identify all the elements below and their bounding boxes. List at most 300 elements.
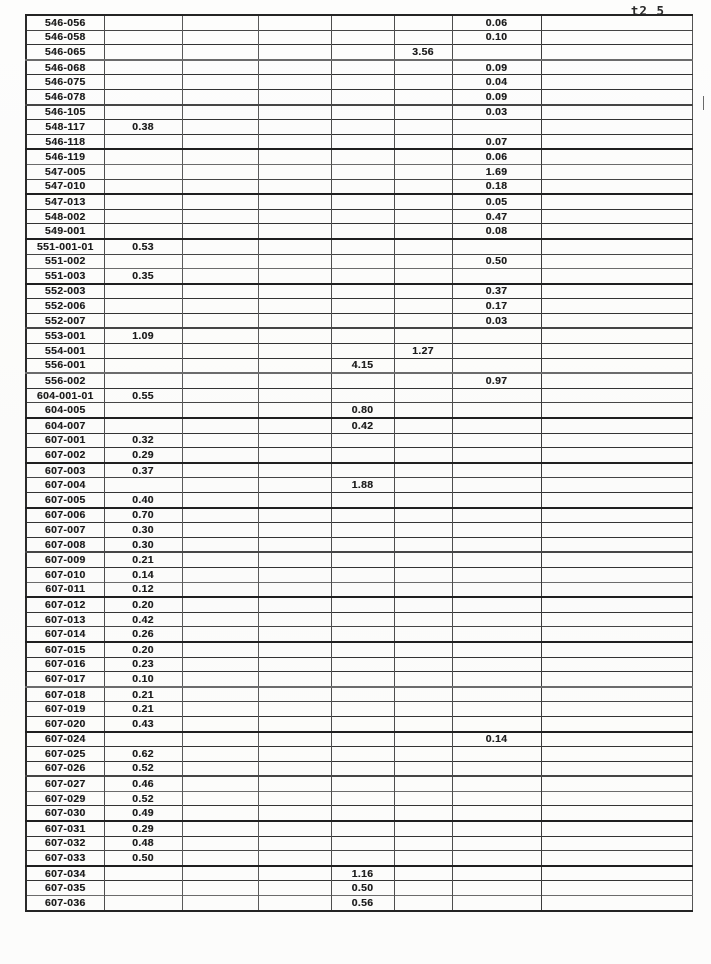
cell-sample-id: 607-032 [26,836,104,851]
cell-value [182,313,258,328]
cell-value [182,761,258,776]
cell-value [452,642,541,657]
table-row [26,537,692,552]
cell-value [394,493,452,508]
cell-value [452,463,541,478]
cell-value [182,149,258,164]
cell-value [541,747,692,762]
cell-value [394,149,452,164]
cell-sample-id: 552-007 [26,313,104,328]
cell-value [394,328,452,343]
cell-value [104,866,182,881]
cell-value [541,552,692,567]
cell-value [182,567,258,582]
cell-value [331,239,394,254]
cell-value: 0.05 [452,194,541,209]
cell-value [182,702,258,717]
cell-value [452,358,541,373]
cell-value [541,30,692,45]
table-row [26,716,692,731]
cell-value [104,60,182,75]
table-row [26,403,692,418]
cell-value [104,164,182,179]
cell-value: 0.21 [104,702,182,717]
cell-value [394,239,452,254]
cell-value [258,418,331,433]
cell-value [394,418,452,433]
cell-value [182,463,258,478]
cell-value [258,463,331,478]
cell-value [394,836,452,851]
cell-value [394,523,452,538]
cell-value [258,552,331,567]
cell-value [394,299,452,314]
cell-value [331,806,394,821]
cell-sample-id: 607-006 [26,508,104,523]
cell-value [104,313,182,328]
cell-value: 4.15 [331,358,394,373]
cell-value [394,164,452,179]
cell-value [394,403,452,418]
cell-value [258,836,331,851]
table-row [26,523,692,538]
cell-sample-id: 607-012 [26,597,104,612]
cell-value [182,582,258,597]
cell-value [452,537,541,552]
cell-sample-id: 607-020 [26,716,104,731]
cell-value [331,30,394,45]
cell-value [182,164,258,179]
cell-value [541,149,692,164]
cell-value [331,313,394,328]
cell-sample-id: 607-002 [26,448,104,463]
cell-sample-id: 607-018 [26,687,104,702]
cell-value: 0.03 [452,313,541,328]
cell-sample-id: 546-068 [26,60,104,75]
cell-value [182,373,258,388]
cell-value [331,60,394,75]
cell-value: 0.37 [104,463,182,478]
cell-value [258,687,331,702]
table-row [26,776,692,791]
cell-value [331,344,394,359]
table-row [26,373,692,388]
cell-value: 0.09 [452,89,541,104]
cell-value [394,612,452,627]
cell-value [258,269,331,284]
cell-value [452,344,541,359]
cell-value: 0.06 [452,15,541,30]
cell-value [452,776,541,791]
cell-value [452,120,541,135]
cell-value [394,194,452,209]
cell-value: 0.04 [452,75,541,90]
table-row [26,612,692,627]
cell-value [258,30,331,45]
cell-value [394,627,452,642]
cell-sample-id: 548-117 [26,120,104,135]
cell-value [541,732,692,747]
cell-value [394,761,452,776]
cell-value [182,105,258,120]
cell-value [541,269,692,284]
cell-sample-id: 551-003 [26,269,104,284]
cell-value [182,15,258,30]
table-row [26,552,692,567]
cell-value [258,523,331,538]
cell-value [394,508,452,523]
cell-sample-id: 547-005 [26,164,104,179]
table-row [26,328,692,343]
cell-value [258,433,331,448]
cell-sample-id: 607-034 [26,866,104,881]
cell-value [331,448,394,463]
cell-value [541,284,692,299]
cell-value: 0.12 [104,582,182,597]
cell-value [331,508,394,523]
cell-value [258,224,331,239]
cell-value [331,120,394,135]
cell-sample-id: 553-001 [26,328,104,343]
cell-sample-id: 607-019 [26,702,104,717]
cell-value [331,45,394,60]
cell-value [258,134,331,149]
cell-value [541,866,692,881]
cell-value [182,478,258,493]
cell-value [258,478,331,493]
cell-value [541,597,692,612]
cell-sample-id: 548-002 [26,209,104,224]
cell-sample-id: 547-010 [26,179,104,194]
cell-value: 0.43 [104,716,182,731]
cell-value [258,105,331,120]
table-row [26,344,692,359]
cell-value [258,896,331,911]
cell-value [258,373,331,388]
cell-value [104,344,182,359]
cell-value [452,567,541,582]
cell-value [104,418,182,433]
cell-sample-id: 604-005 [26,403,104,418]
cell-value [182,642,258,657]
cell-value: 0.70 [104,508,182,523]
cell-value [541,448,692,463]
cell-value [182,194,258,209]
cell-value [182,537,258,552]
cell-value [452,523,541,538]
cell-value [541,537,692,552]
cell-value [541,105,692,120]
cell-value [182,493,258,508]
table-row [26,761,692,776]
cell-value [182,418,258,433]
cell-value [394,15,452,30]
cell-value [541,463,692,478]
cell-value: 0.21 [104,552,182,567]
cell-value [541,373,692,388]
cell-value [541,194,692,209]
cell-value [182,747,258,762]
cell-value: 0.56 [331,896,394,911]
cell-value [258,403,331,418]
cell-value: 0.20 [104,597,182,612]
cell-value [258,358,331,373]
cell-value [258,299,331,314]
cell-value [104,284,182,299]
cell-value [394,537,452,552]
cell-value: 0.14 [452,732,541,747]
cell-value: 0.17 [452,299,541,314]
cell-value [452,627,541,642]
cell-value: 0.07 [452,134,541,149]
cell-value [452,552,541,567]
cell-value [104,881,182,896]
cell-value [331,164,394,179]
cell-value [258,15,331,30]
table-row [26,388,692,403]
cell-value [541,657,692,672]
table-row [26,75,692,90]
cell-sample-id: 607-027 [26,776,104,791]
cell-value [104,105,182,120]
cell-value [258,776,331,791]
cell-sample-id: 607-007 [26,523,104,538]
cell-sample-id: 607-036 [26,896,104,911]
cell-value [182,284,258,299]
cell-value [258,851,331,866]
cell-value [541,642,692,657]
cell-value [182,254,258,269]
cell-value [541,702,692,717]
table-row [26,493,692,508]
cell-value [541,60,692,75]
cell-value [182,687,258,702]
cell-sample-id: 607-014 [26,627,104,642]
table-row [26,702,692,717]
table-row [26,89,692,104]
cell-value [182,224,258,239]
cell-value [394,388,452,403]
cell-value [258,209,331,224]
cell-value [182,806,258,821]
table-row [26,463,692,478]
cell-sample-id: 604-001-01 [26,388,104,403]
cell-value [394,60,452,75]
cell-value: 0.49 [104,806,182,821]
cell-value [182,866,258,881]
cell-value [394,851,452,866]
cell-value [258,313,331,328]
cell-sample-id: 546-118 [26,134,104,149]
cell-value [331,299,394,314]
cell-value [182,552,258,567]
cell-sample-id: 552-006 [26,299,104,314]
cell-value [258,448,331,463]
cell-value [104,15,182,30]
cell-value [258,821,331,836]
cell-value [331,493,394,508]
cell-value [331,761,394,776]
cell-value [258,657,331,672]
cell-value [394,776,452,791]
cell-value [452,478,541,493]
cell-value [541,627,692,642]
cell-value [331,89,394,104]
cell-value [452,806,541,821]
cell-value [541,821,692,836]
cell-value [182,344,258,359]
cell-sample-id: 607-033 [26,851,104,866]
cell-value [452,612,541,627]
cell-value [394,881,452,896]
cell-value: 0.21 [104,687,182,702]
table-row [26,821,692,836]
cell-value [452,687,541,702]
cell-value [394,657,452,672]
cell-value [452,672,541,687]
cell-value [394,791,452,806]
cell-value [394,254,452,269]
cell-value [331,254,394,269]
cell-value [541,493,692,508]
cell-value [258,866,331,881]
cell-value [394,224,452,239]
cell-sample-id: 607-010 [26,567,104,582]
cell-sample-id: 607-001 [26,433,104,448]
cell-value [394,448,452,463]
cell-value: 0.18 [452,179,541,194]
cell-value [331,269,394,284]
cell-value [541,164,692,179]
cell-value [394,702,452,717]
cell-value [104,209,182,224]
cell-value [331,209,394,224]
cell-value [394,313,452,328]
cell-value [394,582,452,597]
cell-value [394,105,452,120]
cell-value [258,508,331,523]
cell-value [182,388,258,403]
cell-value [541,806,692,821]
cell-value [182,791,258,806]
cell-value [182,299,258,314]
cell-value [182,30,258,45]
cell-sample-id: 607-013 [26,612,104,627]
table-row [26,881,692,896]
cell-value [104,179,182,194]
cell-value [104,89,182,104]
cell-value: 0.50 [104,851,182,866]
cell-value [182,403,258,418]
cell-value [331,732,394,747]
cell-value [541,761,692,776]
cell-value [104,896,182,911]
table-row [26,45,692,60]
cell-value [331,537,394,552]
table-row [26,105,692,120]
cell-value [258,254,331,269]
cell-sample-id: 607-030 [26,806,104,821]
cell-value: 0.06 [452,149,541,164]
cell-value [258,612,331,627]
cell-value: 0.23 [104,657,182,672]
cell-value [394,567,452,582]
cell-value [258,60,331,75]
cell-sample-id: 607-024 [26,732,104,747]
table-row [26,866,692,881]
cell-value [541,358,692,373]
cell-value [452,582,541,597]
cell-value [182,433,258,448]
cell-value [541,224,692,239]
cell-value [541,582,692,597]
table-row [26,149,692,164]
cell-value [452,821,541,836]
cell-value [541,344,692,359]
cell-value [331,672,394,687]
cell-value [452,508,541,523]
table-row [26,254,692,269]
cell-value [541,716,692,731]
table-row [26,478,692,493]
cell-value [541,134,692,149]
cell-value [104,358,182,373]
cell-value [182,776,258,791]
cell-value: 1.16 [331,866,394,881]
cell-value [104,75,182,90]
cell-value [182,209,258,224]
cell-value [182,896,258,911]
cell-value: 0.52 [104,761,182,776]
cell-value [452,448,541,463]
cell-value: 0.50 [331,881,394,896]
cell-value [331,791,394,806]
cell-value [331,552,394,567]
cell-value [331,836,394,851]
cell-value [182,821,258,836]
cell-value [331,388,394,403]
cell-value: 0.47 [452,209,541,224]
cell-value [258,747,331,762]
cell-value [104,45,182,60]
cell-value [182,179,258,194]
cell-value [394,732,452,747]
table-row [26,239,692,254]
cell-value [182,448,258,463]
table-body [26,15,692,911]
cell-value [258,120,331,135]
cell-sample-id: 607-026 [26,761,104,776]
cell-value [394,433,452,448]
cell-value [331,642,394,657]
cell-value [452,896,541,911]
cell-value [452,702,541,717]
cell-value [541,836,692,851]
cell-value [182,732,258,747]
table-row [26,134,692,149]
cell-value [258,761,331,776]
cell-value [541,791,692,806]
cell-value [182,134,258,149]
cell-sample-id: 554-001 [26,344,104,359]
cell-value [331,747,394,762]
cell-value [541,478,692,493]
cell-value [182,239,258,254]
table-row [26,582,692,597]
cell-value [258,597,331,612]
table-row [26,30,692,45]
cell-value [452,433,541,448]
